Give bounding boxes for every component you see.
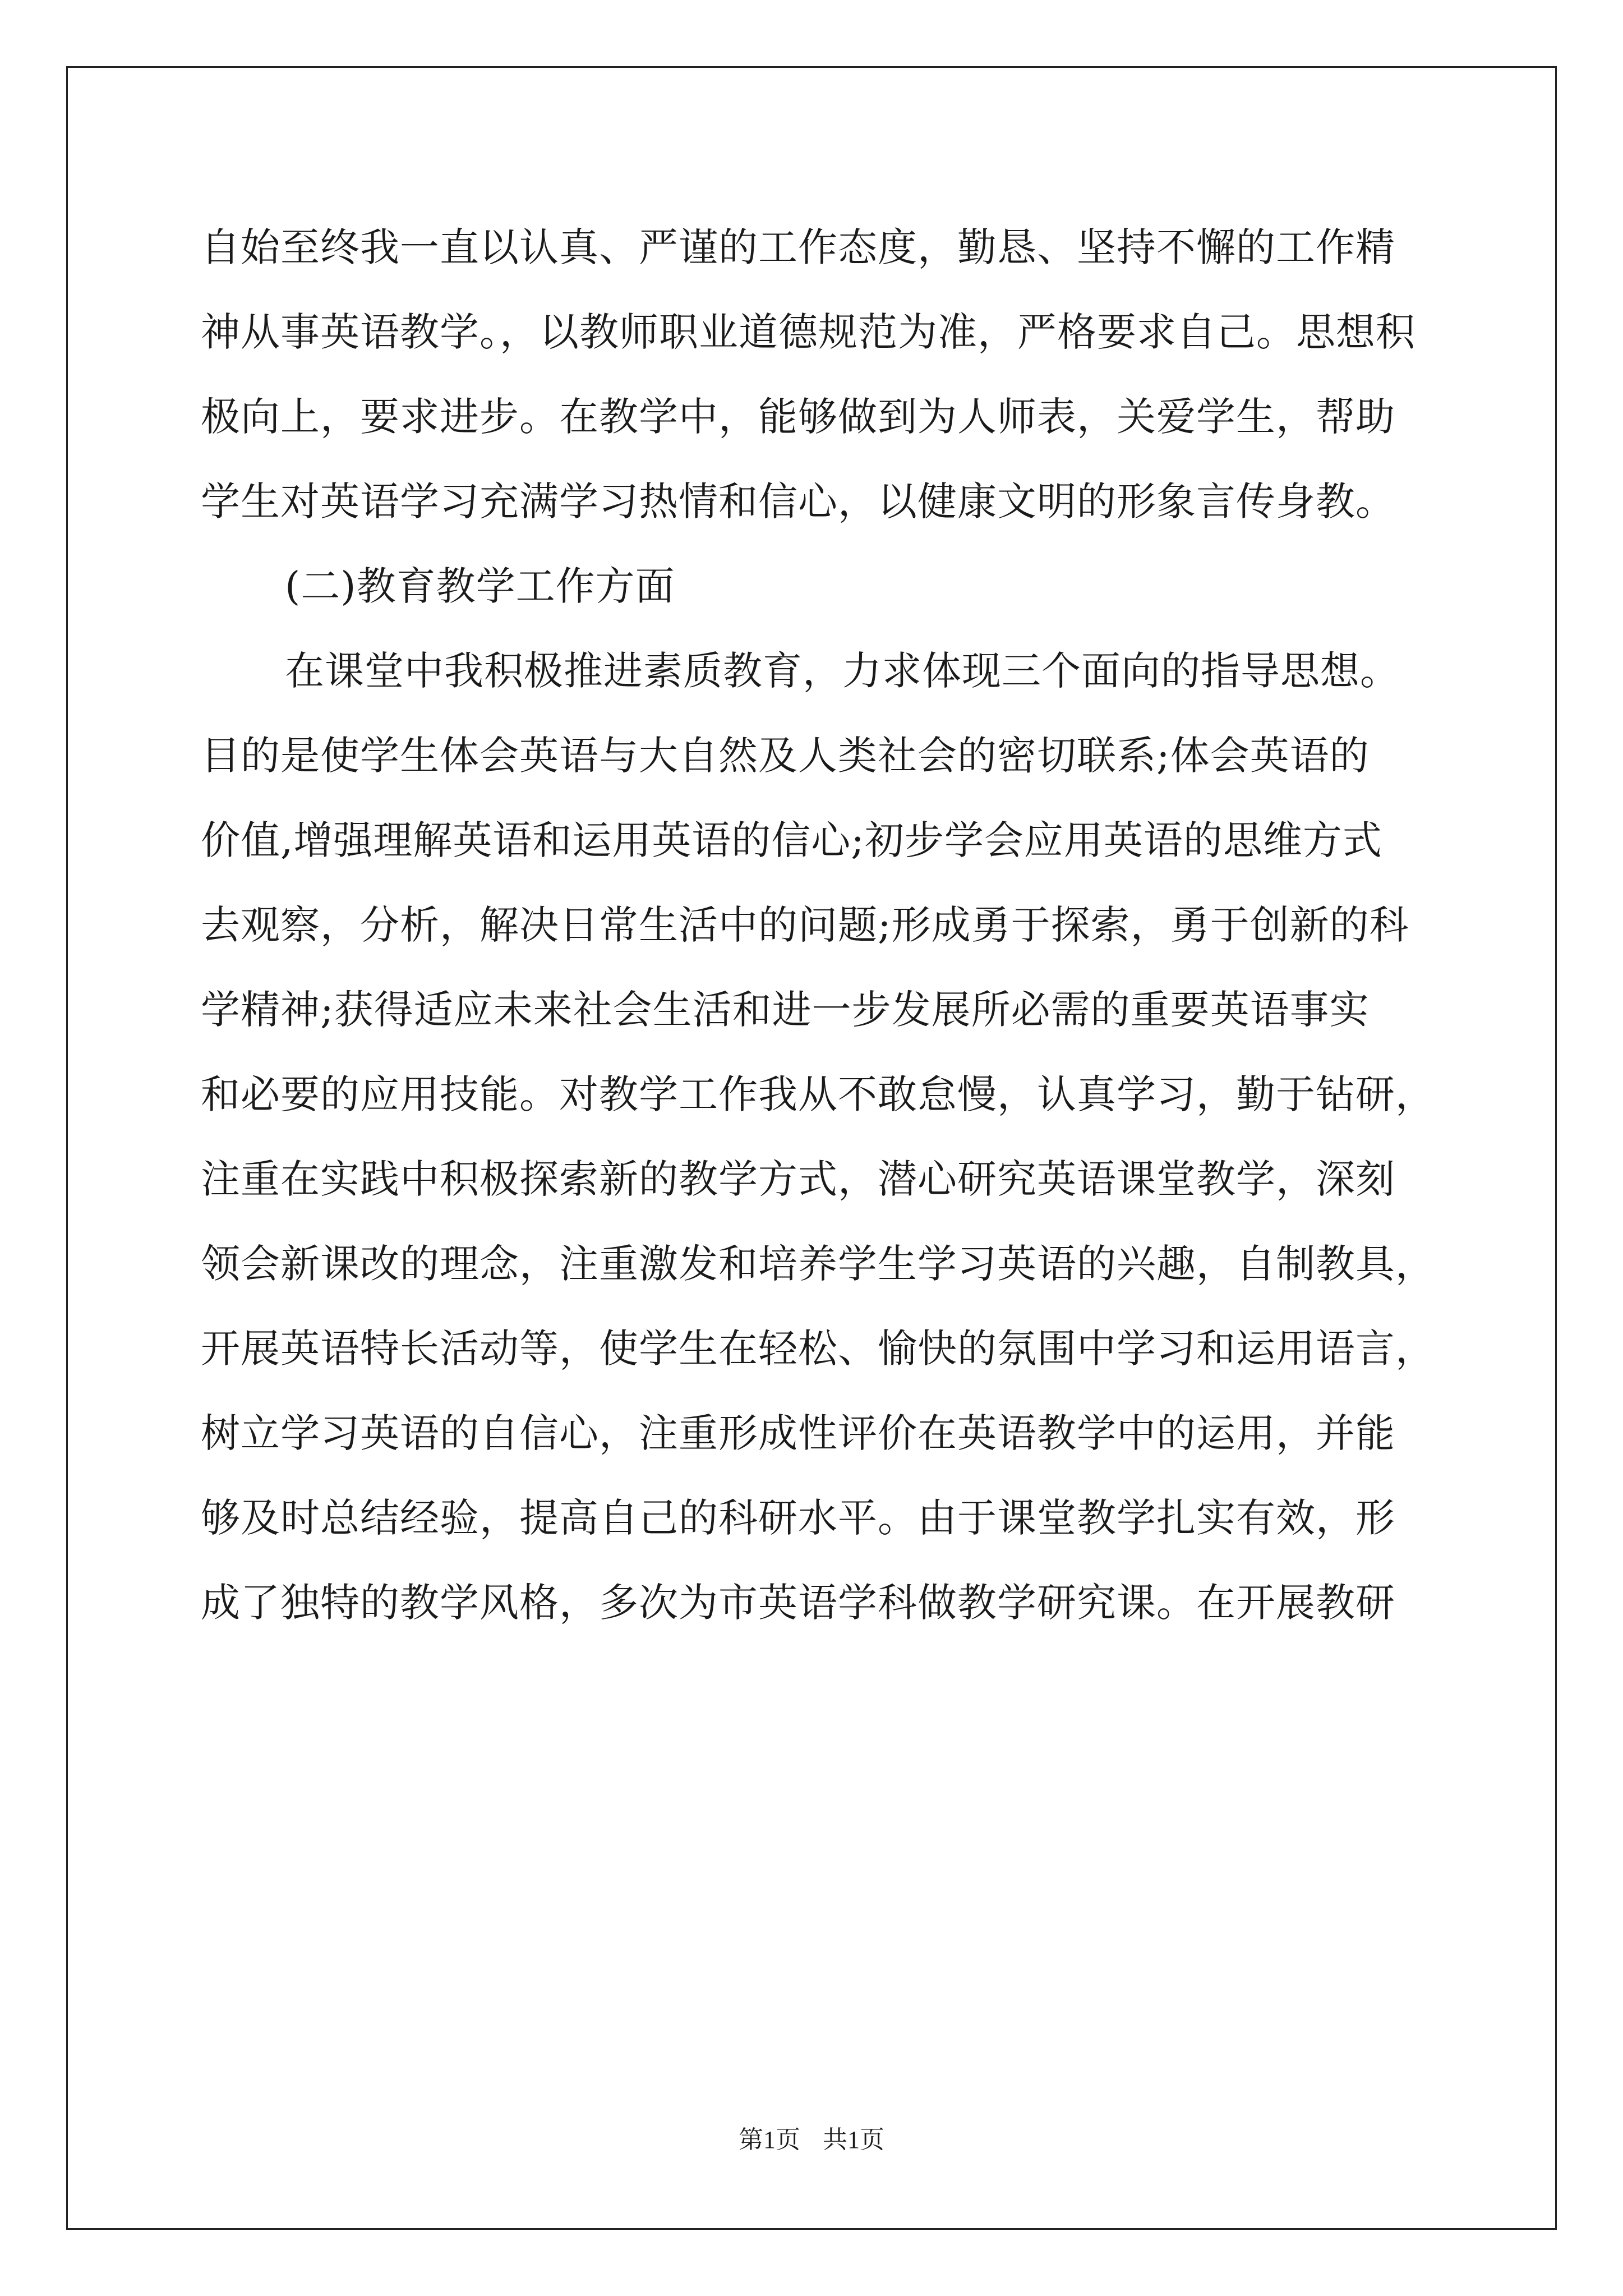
- text-line-3: 极向上，要求进步。在教学中，能够做到为人师表，关爱学生，帮助: [201, 394, 1395, 440]
- document-body: [201, 222, 1435, 1662]
- text-line-17: 成了独特的教学风格，多次为市英语学科做教学研究课。在开展教研: [201, 1580, 1395, 1626]
- text-line-4: 学生对英语学习充满学习热情和信心，以健康文明的形象言传身教。: [201, 478, 1395, 524]
- text-line-10: 学精神;获得适应未来社会生活和进一步发展所必需的重要英语事实: [201, 987, 1370, 1033]
- text-line-9: 去观察，分析，解决日常生活中的问题;形成勇于探索，勇于创新的科: [201, 902, 1409, 948]
- text-line-16: 够及时总结经验，提高自己的科研水平。由于课堂教学扎实有效，形: [201, 1495, 1395, 1541]
- text-line-12: 注重在实践中积极探索新的教学方式，潜心研究英语课堂教学，深刻: [201, 1156, 1395, 1202]
- page-footer: [0, 2126, 1623, 2154]
- text-line-2: 神从事英语教学。，以教师职业道德规范为准，严格要求自己。思想积: [201, 309, 1415, 355]
- section-heading: (二)教育教学工作方面: [285, 563, 675, 609]
- text-line-13: 领会新课改的理念，注重激发和培养学生学习英语的兴趣，自制教具，: [201, 1241, 1435, 1287]
- page-number-current: 第1页: [739, 2126, 800, 2154]
- page-number-total: 共1页: [823, 2126, 884, 2154]
- text-line-15: 树立学习英语的自信心，注重形成性评价在英语教学中的运用，并能: [201, 1410, 1395, 1456]
- text-line-1: 自始至终我一直以认真、严谨的工作态度，勤恳、坚持不懈的工作精: [201, 224, 1395, 270]
- text-line-14: 开展英语特长活动等，使学生在轻松、愉快的氛围中学习和运用语言，: [201, 1326, 1435, 1372]
- text-line-11: 和必要的应用技能。对教学工作我从不敢怠慢，认真学习，勤于钻研，: [201, 1071, 1435, 1117]
- text-line-8: 价值,增强理解英语和运用英语的信心;初步学会应用英语的思维方式: [201, 817, 1382, 863]
- text-line-7: 目的是使学生体会英语与大自然及人类社会的密切联系;体会英语的: [201, 733, 1370, 779]
- text-line-6: 在课堂中我积极推进素质教育，力求体现三个面向的指导思想。: [285, 648, 1400, 694]
